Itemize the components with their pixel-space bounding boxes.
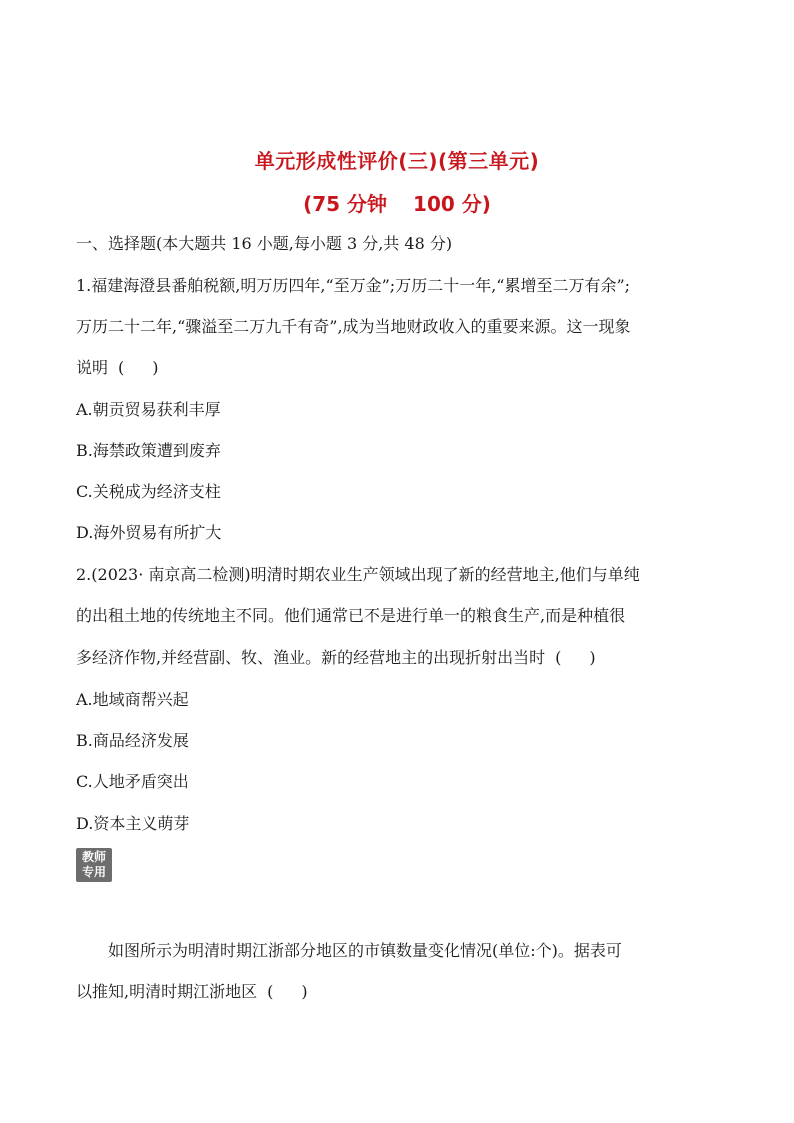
q2-stem-end: 多经济作物,并经营副、牧、渔业。新的经营地主的出现折射出当时 <box>76 648 546 667</box>
q2-paren-close: ) <box>589 648 596 667</box>
q2-stem-line-1: 2.(2023· 南京高二检测)明清时期农业生产领域出现了新的经营地主,他们与单纯 <box>76 565 640 584</box>
exam-duration-score <box>0 188 794 217</box>
q3-stem-end: 以推知,明清时期江浙地区 <box>76 982 258 1001</box>
q3-stem-line-2 <box>76 981 726 1003</box>
q2-paren-open: ( <box>555 648 562 667</box>
q3-stem-line-1: 如图所示为明清时期江浙部分地区的市镇数量变化情况(单位:个)。据表可 <box>108 941 622 960</box>
q3-paren-close: ) <box>301 982 308 1001</box>
q1-option-a: A.朝贡贸易获利丰厚 <box>76 400 221 419</box>
q1-option-c: C.关税成为经济支柱 <box>76 482 221 501</box>
exam-score: 100 分) <box>413 192 491 216</box>
q2-option-c: C.人地矛盾突出 <box>76 772 189 791</box>
section-heading: 一、选择题(本大题共 16 小题,每小题 3 分,共 48 分) <box>76 234 453 253</box>
q1-option-b: B.海禁政策遭到废弃 <box>76 441 221 460</box>
q1-stem-line-1: 1.福建海澄县番舶税额,明万历四年,“至万金”;万历二十一年,“累增至二万有余”; <box>76 276 631 295</box>
q1-stem-line-3 <box>76 357 726 379</box>
q2-option-a: A.地域商帮兴起 <box>76 690 189 709</box>
q1-stem-end: 说明 <box>76 358 109 377</box>
q1-paren-open: ( <box>118 358 125 377</box>
exam-time: (75 分钟 <box>303 192 388 216</box>
q2-stem-line-3 <box>76 647 726 669</box>
q1-paren-close: ) <box>152 358 159 377</box>
page-title: 单元形成性评价(三)(第三单元) <box>254 149 540 173</box>
q2-answer-blank <box>555 647 596 669</box>
badge-line-1: 教师 <box>81 850 106 864</box>
q3-paren-open: ( <box>267 982 274 1001</box>
q1-option-d: D.海外贸易有所扩大 <box>76 523 222 542</box>
q2-stem-line-2: 的出租土地的传统地主不同。他们通常已不是进行单一的粮食生产,而是种植很 <box>76 606 626 625</box>
q1-stem-line-2: 万历二十二年,“骤溢至二万九千有奇”,成为当地财政收入的重要来源。这一现象 <box>76 317 631 336</box>
q2-option-d: D.资本主义萌芽 <box>76 814 190 833</box>
q1-answer-blank <box>118 357 159 379</box>
badge-line-2: 专用 <box>81 865 106 879</box>
q3-answer-blank <box>267 981 308 1003</box>
q2-option-b: B.商品经济发展 <box>76 731 189 750</box>
teacher-only-badge <box>76 848 112 882</box>
